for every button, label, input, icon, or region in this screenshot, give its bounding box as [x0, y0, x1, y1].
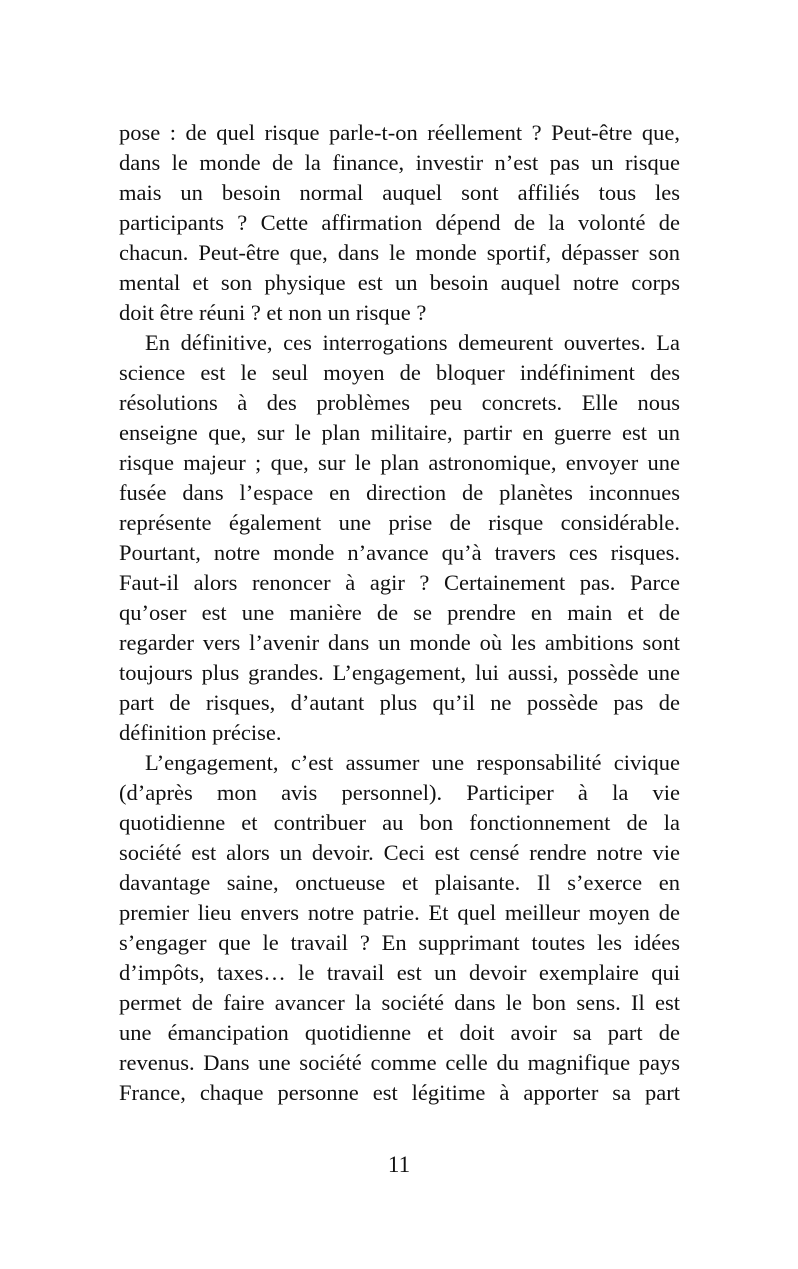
- text-line: En définitive, ces interrogations demeurent ouvertes. La: [145, 330, 680, 355]
- text-line: premier lieu envers notre patrie. Et quel meilleur moyen de: [119, 900, 680, 925]
- text-line: société est alors un devoir. Ceci est censé rendre notre vie: [119, 840, 680, 865]
- text-line: qu’oser est une manière de se prendre en main et de: [119, 600, 680, 625]
- text-line: s’engager que le travail ? En supprimant toutes les idées: [119, 930, 680, 955]
- paragraph: [119, 118, 680, 328]
- text-line: part de risques, d’autant plus qu’il ne possède pas de: [119, 690, 680, 715]
- paragraph: [119, 748, 680, 1108]
- text-line: pose : de quel risque parle-t-on réellement ? Peut-être que,: [119, 120, 680, 145]
- text-line: revenus. Dans une société comme celle du magnifique pays: [119, 1050, 680, 1075]
- text-line: dans le monde de la finance, investir n’est pas un risque: [119, 150, 680, 175]
- text-line: France, chaque personne est légitime à apporter sa part: [119, 1080, 680, 1105]
- text-line: (d’après mon avis personnel). Participer à la vie: [119, 780, 680, 805]
- text-line: définition précise.: [119, 720, 282, 745]
- body-text: [119, 118, 680, 1108]
- text-line: toujours plus grandes. L’engagement, lui aussi, possède une: [119, 660, 680, 685]
- text-line: Faut-il alors renoncer à agir ? Certainement pas. Parce: [119, 570, 680, 595]
- paragraph: [119, 328, 680, 748]
- page-number: 11: [387, 1152, 411, 1177]
- text-line: permet de faire avancer la société dans le bon sens. Il est: [119, 990, 680, 1015]
- text-line: fusée dans l’espace en direction de planètes inconnues: [119, 480, 680, 505]
- text-line: risque majeur ; que, sur le plan astronomique, envoyer une: [119, 450, 680, 475]
- text-line: regarder vers l’avenir dans un monde où les ambitions sont: [119, 630, 680, 655]
- text-line: davantage saine, onctueuse et plaisante. Il s’exerce en: [119, 870, 680, 895]
- text-line: une émancipation quotidienne et doit avoir sa part de: [119, 1020, 680, 1045]
- text-line: L’engagement, c’est assumer une responsabilité civique: [145, 750, 680, 775]
- text-line: mental et son physique est un besoin auquel notre corps: [119, 270, 680, 295]
- text-line: mais un besoin normal auquel sont affiliés tous les: [119, 180, 680, 205]
- text-line: participants ? Cette affirmation dépend de la volonté de: [119, 210, 680, 235]
- text-line: quotidienne et contribuer au bon fonctionnement de la: [119, 810, 680, 835]
- text-line: représente également une prise de risque considérable.: [119, 510, 680, 535]
- text-line: science est le seul moyen de bloquer indéfiniment des: [119, 360, 680, 385]
- text-line: chacun. Peut-être que, dans le monde sportif, dépasser son: [119, 240, 680, 265]
- text-line: d’impôts, taxes… le travail est un devoir exemplaire qui: [119, 960, 680, 985]
- text-line: doit être réuni ? et non un risque ?: [119, 300, 427, 325]
- text-line: Pourtant, notre monde n’avance qu’à travers ces risques.: [119, 540, 680, 565]
- text-line: enseigne que, sur le plan militaire, partir en guerre est un: [119, 420, 680, 445]
- text-line: résolutions à des problèmes peu concrets. Elle nous: [119, 390, 680, 415]
